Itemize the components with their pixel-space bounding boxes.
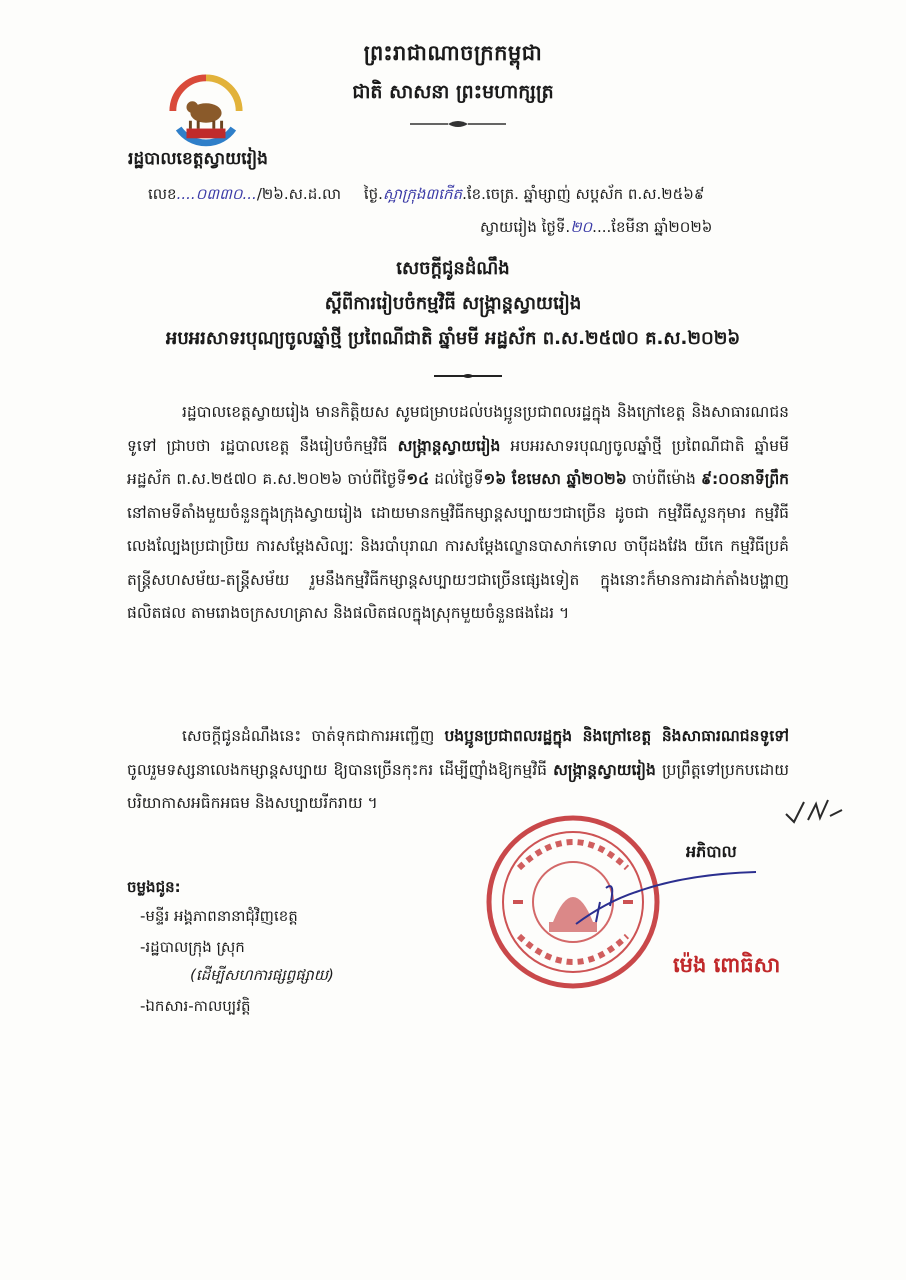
ref-code: /២៦.ស.ដ.លា xyxy=(256,185,342,203)
p1-event-name: សង្ក្រាន្តស្វាយរៀង xyxy=(397,436,501,455)
p1-text-b: អបអរសាទរបុណ្យចូលឆ្នាំថ្មី ប្រពៃណីជាតិ ឆ្នាំមមី អដ្ឋស័ក ព.ស.២៥៧០ គ.ស.២០២៦ ចាប់ពីថ្ងៃទី xyxy=(127,436,789,488)
lunar-prefix: ថ្ងៃ. xyxy=(363,185,383,203)
p1-start-time: ៩:០០នាទីព្រឹក xyxy=(701,470,790,488)
p1-text-c: ដល់ថ្ងៃទី xyxy=(429,470,484,488)
lunar-suffix: .ខែ.ចេត្រ. ឆ្នាំម្សាញ់ សប្តស័ក ព.ស.២៥៦៩ xyxy=(462,185,705,203)
title-divider xyxy=(432,372,504,380)
p2-audience: បងប្អូនប្រជាពលរដ្ឋក្នុង និងក្រៅខេត្ត និងសាធារណជនទូទៅ xyxy=(444,727,789,745)
cc-item-departments: -មន្ទីរ អង្គភាពនានាជុំវិញខេត្ត xyxy=(140,907,298,925)
date-day: ២០ xyxy=(570,218,593,236)
cc-item-purpose: (ដើម្បីសហការផ្សព្វផ្សាយ) xyxy=(190,966,334,984)
notice-title: សេចក្តីជូនដំណឹង xyxy=(396,258,510,279)
initials-mark-icon xyxy=(780,792,850,832)
body-paragraph-2 xyxy=(127,720,789,821)
signatory-title: អភិបាល xyxy=(686,842,737,861)
ornament-divider xyxy=(408,119,508,129)
lunar-handwritten: ស្អាក្រុង៣កើត xyxy=(382,185,463,203)
kingdom-heading: ព្រះរាជាណាចក្រកម្ពុជា xyxy=(363,41,543,65)
notice-occasion: អបអរសាទរបុណ្យចូលឆ្នាំថ្មី ប្រពៃណីជាតិ ឆ្នាំមមី អដ្ឋស័ក ព.ស.២៥៧០ គ.ស.២០២៦ xyxy=(165,328,741,349)
ref-number: ....០៣៣០... xyxy=(176,185,257,203)
handwritten-signature xyxy=(566,862,766,942)
p1-start-day: ១៤ xyxy=(406,470,430,488)
issuing-authority: រដ្ឋបាលខេត្តស្វាយរៀង xyxy=(128,149,268,169)
notice-subject: ស្តីពីការរៀបចំកម្មវិធី សង្ក្រាន្តស្វាយរៀង xyxy=(324,293,582,314)
p1-text-a: រដ្ឋបាលខេត្តស្វាយរៀង មានកិត្តិយស សូមជម្រាបដល់បងប្អូនប្រជាពលរដ្ឋក្នុង និងក្រៅខេត្ត និងសាធារណជនទូទៅ ជ្រាបថា រដ្ឋបាលខេត្ត នឹងរៀបចំកម្មវិធី xyxy=(127,403,789,455)
body-paragraph-1 xyxy=(127,396,789,631)
p2-event-name: សង្ក្រាន្តស្វាយរៀង xyxy=(553,760,656,779)
date-suffix: ....ខែមីនា ឆ្នាំ២០២៦ xyxy=(592,218,713,236)
p1-text-e: នៅតាមទីតាំងមួយចំនួនក្នុងក្រុងស្វាយរៀង ដោយមានកម្មវិធីកម្សាន្តសប្បាយៗជាច្រើន ដូចជា កម្មវិធីសួនកុមារ កម្មវិធីលេងល្បែងប្រជាប្រិយ ការសម្តែងសិល្បៈ និងរបាំបុរាណ ការសម្តែងល្ខោនបាសាក់ទោល ចាប៉ីដងវែង យីកេ កម្មវិធីប្រគំតន្ត្រីសហសម័យ-តន្ត្រីសម័យ រួមនឹងកម្មវិធីកម្សាន្តសប្បាយៗជាច្រើនផ្សេងទៀត ក្នុងនោះក៏មានការដាក់តាំងបង្ហាញផលិតផល តាមរោងចក្រសហគ្រាស និងផលិតផលក្នុងស្រុកមួយចំនួនផងដែរ ។ xyxy=(127,503,789,622)
ref-label: លេខ xyxy=(148,185,177,203)
national-motto: ជាតិ សាសនា ព្រះមហាក្សត្រ xyxy=(352,81,554,103)
reference-line xyxy=(148,185,704,207)
p2-text-a: សេចក្តីជូនដំណឹងនេះ ចាត់ទុកជាការអញ្ជើញ xyxy=(182,727,445,745)
date-prefix: ស្វាយរៀង ថ្ងៃទី. xyxy=(480,218,571,236)
p2-text-d: ប្រព្រឹត្តទៅប្រកបដោយបរិយាកាសអធិកអធម និងសប្បាយរីករាយ ។ xyxy=(127,760,789,812)
cc-title: ចម្លងជូន: xyxy=(127,878,181,896)
cc-item-archive: -ឯកសារ-កាលប្បវត្តិ xyxy=(140,997,251,1015)
p1-end-date: ១៦ ខែមេសា ឆ្នាំ២០២៦ xyxy=(483,470,627,488)
p1-text-d: ចាប់ពីម៉ោង xyxy=(626,470,701,488)
p2-text-c: ចូលរួមទស្សនាលេងកម្សាន្តសប្បាយ ឱ្យបានច្រើនកុះករ ដើម្បីញ៉ាំងឱ្យកម្មវិធី xyxy=(127,760,554,779)
province-logo-icon xyxy=(167,72,245,150)
cc-item-districts: -រដ្ឋបាលក្រុង ស្រុក xyxy=(140,938,245,956)
signatory-name: ម៉េង ពោធិសា xyxy=(673,953,781,977)
date-line xyxy=(480,218,712,240)
